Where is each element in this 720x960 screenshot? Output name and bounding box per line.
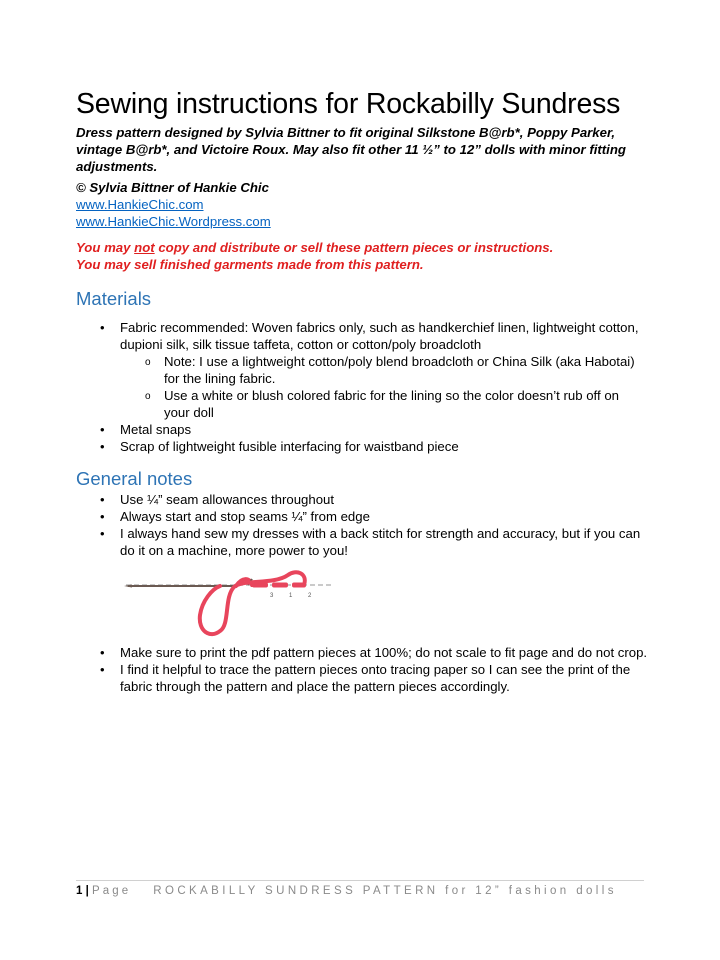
copyright-warning (76, 239, 553, 273)
general-notes-heading: General notes (76, 468, 193, 489)
list-item (76, 525, 646, 559)
blog-link[interactable]: www.HankieChic.Wordpress.com (76, 214, 271, 229)
tracing-paper-note: I find it helpful to trace the pattern pieces onto tracing paper so I can see the print of the fabric through the pattern and place the pattern pieces accordingly. (120, 662, 631, 694)
list-item (76, 421, 646, 438)
materials-heading: Materials (76, 288, 152, 309)
footer-divider (76, 880, 644, 881)
seam-start-note: Always start and stop seams ¼” from edge (120, 509, 370, 524)
list-item (76, 661, 656, 695)
fabric-sublist (120, 353, 646, 421)
list-item (76, 644, 656, 661)
lining-color-note: Use a white or blush colored fabric for the lining so the color doesn’t rub off on your doll (164, 388, 619, 420)
interfacing-item: Scrap of lightweight fusible interfacing for waistband piece (120, 439, 459, 454)
list-item (76, 508, 646, 525)
seam-allowance-note: Use ¼” seam allowances throughout (120, 492, 335, 507)
snaps-item: Metal snaps (120, 422, 192, 437)
general-notes-list (76, 491, 646, 559)
print-scale-note: Make sure to print the pdf pattern pieces at 100%; do not scale to fit page and do not crop. (120, 645, 648, 660)
list-item (120, 353, 646, 387)
page-label: Page (92, 885, 132, 897)
page-title: Sewing instructions for Rockabilly Sundress (76, 88, 621, 120)
stitch-label-3: 3 (270, 593, 274, 599)
warning-text-start: You may (76, 240, 135, 255)
list-item (76, 319, 646, 421)
materials-list (76, 319, 646, 455)
lining-note: Note: I use a lightweight cotton/poly blend broadcloth or China Silk (aka Habotai) for the lining fabric. (164, 354, 635, 386)
list-item (76, 438, 646, 455)
list-item (120, 387, 646, 421)
fabric-recommendation: Fabric recommended: Woven fabrics only, such as handkerchief linen, lightweight cotton, dupioni silk, silk tissue taffeta, cotton or cotton/poly broadcloth (120, 320, 639, 352)
page-footer (76, 885, 617, 897)
warning-emphasis: not (134, 240, 155, 255)
website-link[interactable]: www.HankieChic.com (76, 197, 204, 212)
stitch-label-1: 1 (289, 593, 293, 599)
warning-text-end: copy and distribute or sell these pattern pieces or instructions. (154, 240, 554, 255)
warning-line-2: You may sell finished garments made from this pattern. (76, 257, 424, 272)
page-number: 1 (76, 885, 83, 897)
copyright: © Sylvia Bittner of Hankie Chic (76, 180, 269, 195)
general-notes-list-continued (76, 644, 656, 695)
backstitch-illustration (124, 567, 334, 647)
subtitle: Dress pattern designed by Sylvia Bittner to fit original Silkstone B@rb*, Poppy Parker, vintage B@rb*, and Victoire Roux. May also fit other 11 ½” to 12” dolls with minor fitting adjustments. (76, 125, 626, 174)
list-item (76, 491, 646, 508)
hand-sew-note: I always hand sew my dresses with a back stitch for strength and accuracy, but if you can do it on a machine, more power to you! (120, 526, 641, 558)
footer-separator: | (82, 885, 93, 897)
stitch-label-2: 2 (308, 593, 312, 599)
footer-title: ROCKABILLY SUNDRESS PATTERN for 12” fashion dolls (153, 885, 617, 897)
